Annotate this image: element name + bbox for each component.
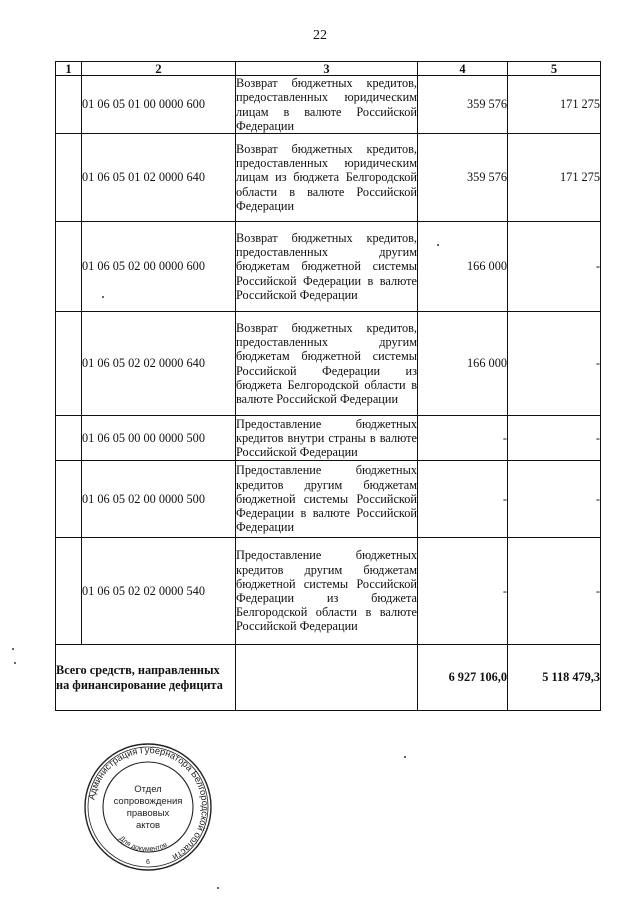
table-row — [56, 416, 601, 461]
budget-code-cell: 01 06 05 02 02 0000 540 — [82, 538, 236, 645]
header-col-4: 4 — [418, 62, 508, 76]
scan-speck — [102, 296, 104, 298]
table-row — [56, 461, 601, 538]
page-number: 22 — [313, 28, 327, 43]
row-number-cell — [56, 461, 82, 538]
amount-col5-cell: 171 275 — [508, 134, 601, 222]
total-col4-cell: 6 927 106,0 — [418, 645, 508, 711]
total-label-cell: Всего средств, направленных на финансирование дефицита — [56, 645, 236, 711]
header-col-2: 2 — [82, 62, 236, 76]
scan-speck — [217, 887, 219, 889]
source-name-cell: Возврат бюджетных кредитов, предоставленных другим бюджетам бюджетной системы Российской Федерации в валюте Российской Федерации — [236, 222, 418, 312]
source-name-cell: Предоставление бюджетных кредитов другим бюджетам бюджетной системы Российской Федерации из бюджета Белгородской области в валюте Российской Федерации — [236, 538, 418, 645]
stamp-center-line-1: Отдел — [134, 784, 162, 795]
budget-code-cell: 01 06 05 01 00 0000 600 — [82, 76, 236, 134]
source-name-cell: Предоставление бюджетных кредитов другим бюджетам бюджетной системы Российской Федерации в валюте Российской Федерации — [236, 461, 418, 538]
amount-col5-cell: - — [508, 222, 601, 312]
amount-col5-cell: - — [508, 461, 601, 538]
row-number-cell — [56, 538, 82, 645]
budget-code-cell: 01 06 05 02 00 0000 500 — [82, 461, 236, 538]
budget-code-cell: 01 06 05 00 00 0000 500 — [82, 416, 236, 461]
source-name-cell: Возврат бюджетных кредитов, предоставленных другим бюджетам бюджетной системы Российской Федерации из бюджета Белгородской области в валюте Российской Федерации — [236, 312, 418, 416]
header-col-5: 5 — [508, 62, 601, 76]
stamp-number: 6 — [146, 859, 150, 866]
scan-speck — [14, 662, 16, 664]
row-number-cell — [56, 134, 82, 222]
budget-code-cell: 01 06 05 01 02 0000 640 — [82, 134, 236, 222]
stamp-center-line-3: правовых — [126, 808, 170, 819]
table-row — [56, 222, 601, 312]
amount-col5-cell: - — [508, 416, 601, 461]
table-row — [56, 134, 601, 222]
amount-col4-cell: - — [418, 538, 508, 645]
amount-col5-cell: - — [508, 312, 601, 416]
amount-col4-cell: - — [418, 461, 508, 538]
total-col5-cell: 5 118 479,3 — [508, 645, 601, 711]
row-number-cell — [56, 76, 82, 134]
financing-table — [55, 61, 601, 711]
stamp-center-line-4: актов — [135, 820, 161, 831]
header-col-1: 1 — [56, 62, 82, 76]
table-total-row — [56, 645, 601, 711]
table-row — [56, 538, 601, 645]
stamp-outer-text: Администрация Губернатора Белгородской области — [86, 744, 211, 863]
budget-code-cell: 01 06 05 02 02 0000 640 — [82, 312, 236, 416]
budget-code-cell: 01 06 05 02 00 0000 600 — [82, 222, 236, 312]
scan-speck — [12, 648, 14, 650]
stamp-inner-arc-text: Для документов — [117, 835, 169, 854]
row-number-cell — [56, 312, 82, 416]
stamp-inner-ring — [103, 762, 193, 852]
source-name-cell: Возврат бюджетных кредитов, предоставленных юридическим лицам в валюте Российской Федерации — [236, 76, 417, 133]
table-row — [56, 312, 601, 416]
table-header-row — [56, 62, 601, 76]
amount-col4-cell: 359 576 — [418, 134, 508, 222]
amount-col5-cell: 171 275 — [508, 76, 601, 134]
header-col-3: 3 — [236, 62, 418, 76]
amount-col4-cell: - — [418, 416, 508, 461]
amount-col4-cell: 166 000 — [418, 312, 508, 416]
row-number-cell — [56, 222, 82, 312]
row-number-cell — [56, 416, 82, 461]
amount-col4-cell: 166 000 — [418, 222, 508, 312]
stamp-center-line-2: сопровождения — [113, 796, 183, 807]
scan-speck — [437, 244, 439, 246]
source-name-cell: Предоставление бюджетных кредитов внутри страны в валюте Российской Федерации — [236, 416, 417, 460]
amount-col4-cell: 359 576 — [418, 76, 508, 134]
table-row — [56, 76, 601, 134]
source-name-cell: Возврат бюджетных кредитов, предоставленных юридическим лицам из бюджета Белгородской области в валюте Российской Федерации — [236, 134, 418, 222]
official-stamp — [83, 742, 213, 872]
amount-col5-cell: - — [508, 538, 601, 645]
total-name-cell — [236, 645, 418, 711]
scan-speck — [404, 756, 406, 758]
